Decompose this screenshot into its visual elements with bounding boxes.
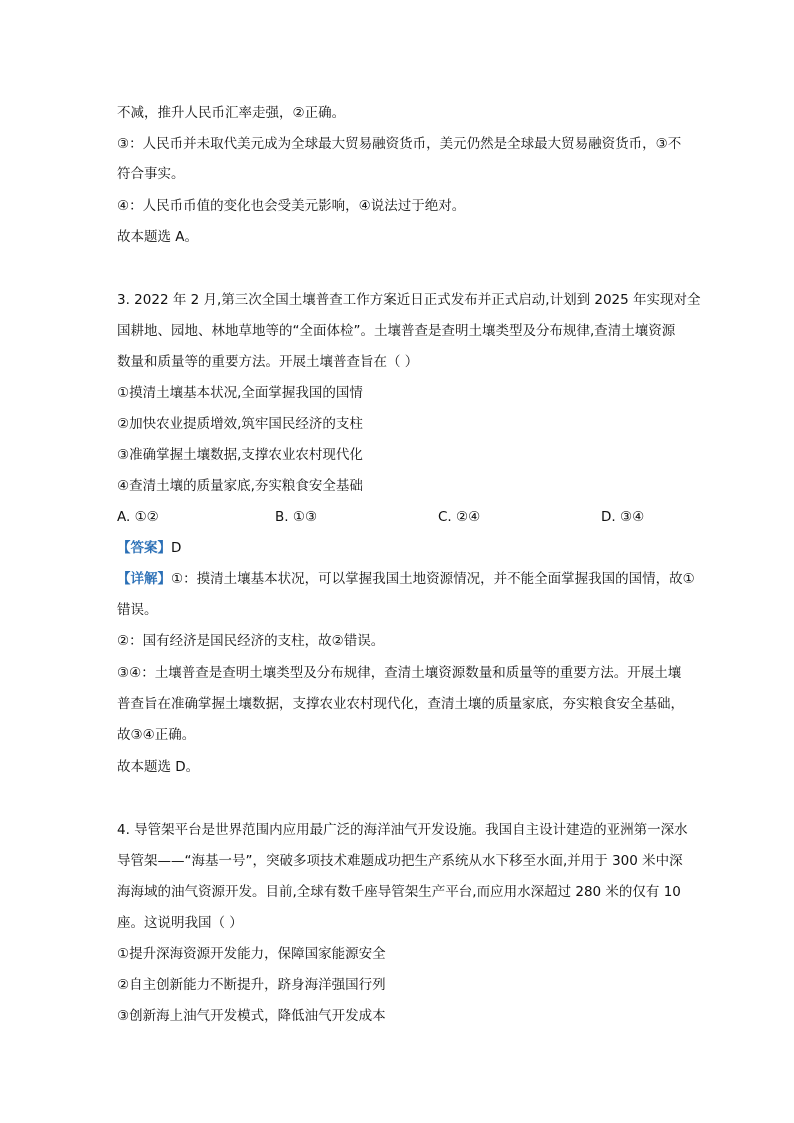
q3-detail-line: 错误。 bbox=[117, 602, 158, 618]
q2-text-line: 符合事实。 bbox=[117, 166, 185, 182]
q4-stem-line: 导管架——“海基一号”，突破多项技术难题成功把生产系统从水下移至水面,并用于 300 米中深 bbox=[117, 853, 683, 869]
q3-stem-line: 3. 2022 年 2 月,第三次全国土壤普查工作方案近日正式发布并正式启动,计划到 2025 年实现对全 bbox=[117, 292, 701, 308]
q3-conclusion: 故本题选 D。 bbox=[117, 759, 200, 775]
q4-statement: ①提升深海资源开发能力，保障国家能源安全 bbox=[117, 946, 386, 962]
answer-value: D bbox=[171, 540, 182, 556]
q4-statement: ②自主创新能力不断提升，跻身海洋强国行列 bbox=[117, 977, 386, 993]
q2-text-line: 不减，推升人民币汇率走强，②正确。 bbox=[117, 105, 346, 121]
q3-stem-line: 国耕地、园地、林地草地等的“全面体检”。土壤普查是查明土壤类型及分布规律,查清土壤资源 bbox=[117, 323, 676, 339]
detail-tag: 【详解】 bbox=[117, 571, 171, 587]
q3-option-d: D. ③④ bbox=[601, 509, 645, 525]
q2-conclusion: 故本题选 A。 bbox=[117, 229, 199, 245]
answer-tag: 【答案】 bbox=[117, 540, 171, 556]
q3-stem-line: 数量和质量等的重要方法。开展土壤普查旨在（ ） bbox=[117, 354, 419, 370]
q4-statement: ③创新海上油气开发模式，降低油气开发成本 bbox=[117, 1008, 386, 1024]
q3-option-c: C. ②④ bbox=[438, 509, 481, 525]
q3-detail-line: ②：国有经济是国民经济的支柱，故②错误。 bbox=[117, 633, 385, 649]
q3-answer-line bbox=[117, 538, 181, 558]
q3-statement: ①摸清土壤基本状况,全面掌握我国的国情 bbox=[117, 385, 363, 401]
q4-stem-line: 4. 导管架平台是世界范围内应用最广泛的海洋油气开发设施。我国自主设计建造的亚洲第一深水 bbox=[117, 822, 688, 838]
q4-stem-line: 座。这说明我国（ ） bbox=[117, 915, 243, 931]
q3-detail-line: 普查旨在准确掌握土壤数据，支撑农业农村现代化，查清土壤的质量家底，夯实粮食安全基础， bbox=[117, 696, 684, 712]
detail-text: ①：摸清土壤基本状况，可以掌握我国土地资源情况，并不能全面掌握我国的国情，故① bbox=[171, 571, 695, 587]
q2-text-line: ③：人民币并未取代美元成为全球最大贸易融资货币，美元仍然是全球最大贸易融资货币，③不 bbox=[117, 136, 682, 152]
q3-detail-line: 故③④正确。 bbox=[117, 727, 196, 743]
q3-statement: ④查清土壤的质量家底,夯实粮食安全基础 bbox=[117, 478, 363, 494]
q2-text-line: ④：人民币币值的变化也会受美元影响，④说法过于绝对。 bbox=[117, 198, 466, 214]
q3-option-a: A. ①② bbox=[117, 509, 159, 525]
q3-detail-line bbox=[117, 569, 695, 589]
q3-option-b: B. ①③ bbox=[275, 509, 318, 525]
q4-stem-line: 海海域的油气资源开发。目前,全球有数千座导管架生产平台,而应用水深超过 280 米的仅有 10 bbox=[117, 884, 681, 900]
q3-statement: ②加快农业提质增效,筑牢国民经济的支柱 bbox=[117, 416, 363, 432]
q3-statement: ③准确掌握土壤数据,支撑农业农村现代化 bbox=[117, 447, 363, 463]
q3-detail-line: ③④：土壤普查是查明土壤类型及分布规律，查清土壤资源数量和质量等的重要方法。开展土壤 bbox=[117, 665, 682, 681]
